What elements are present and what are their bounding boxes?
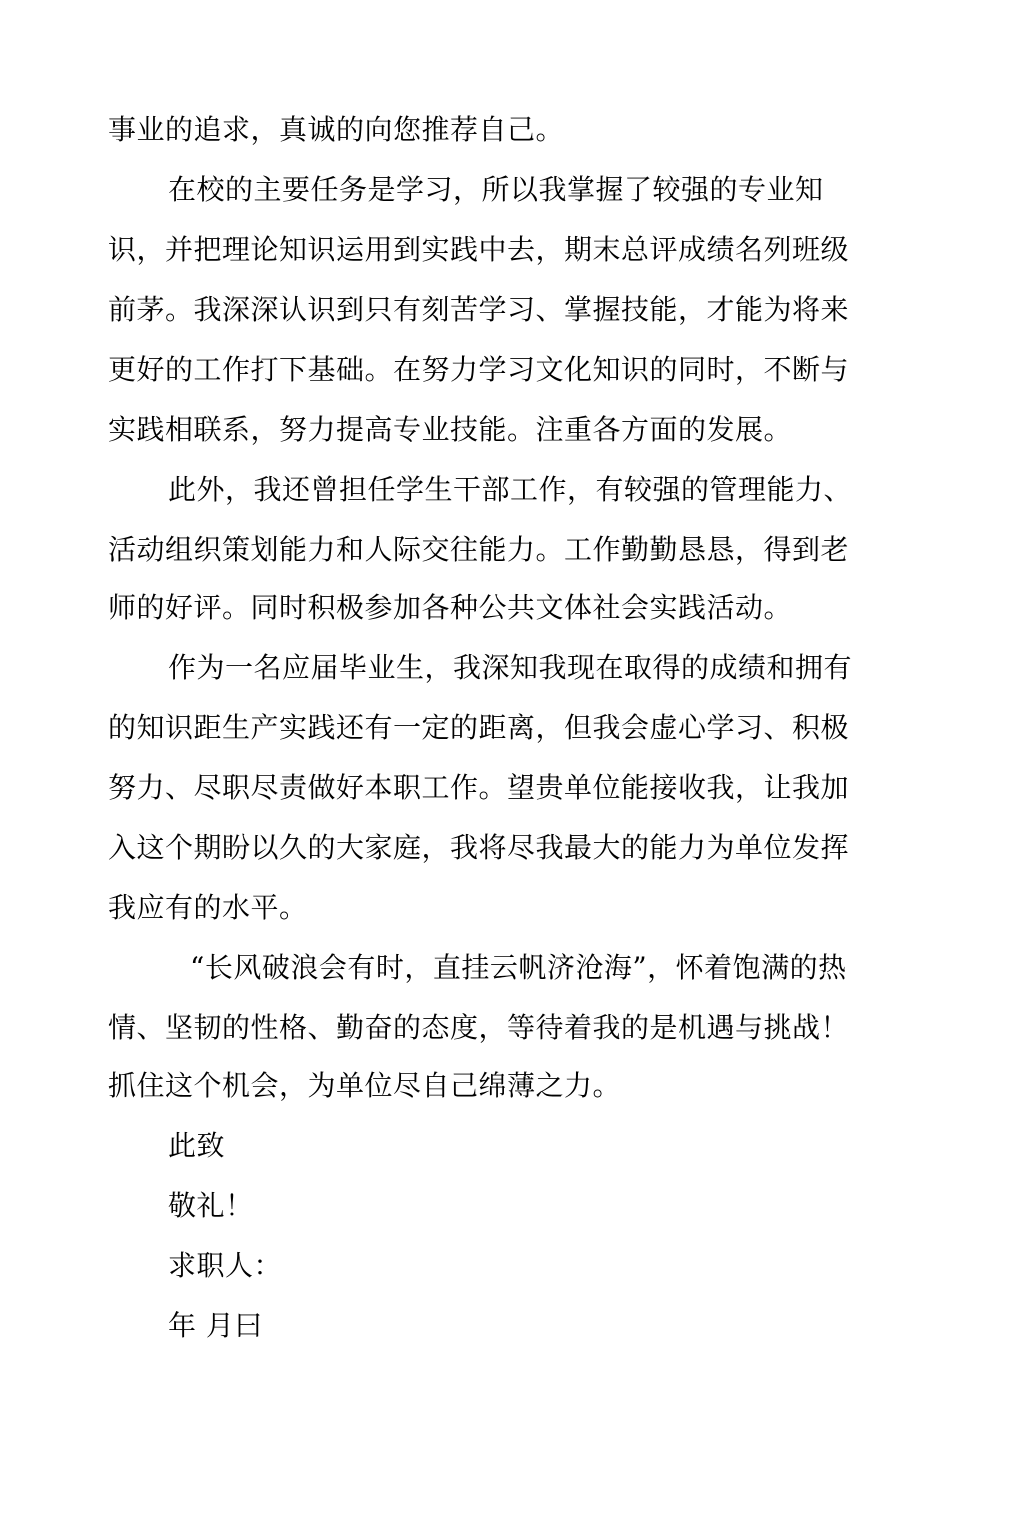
text-line: 抓住这个机会，为单位尽自己绵薄之力。 [108,1069,622,1102]
text-line: 在校的主要任务是学习，所以我掌握了较强的专业知 [168,173,824,206]
closing-line: 此致 [168,1129,226,1162]
text-line: 事业的追求，真诚的向您推荐自己。 [108,113,565,146]
text-line: “长风破浪会有时，直挂云帆济沧海”，怀着饱满的热 [190,951,847,984]
text-line: 识，并把理论知识运用到实践中去，期末总评成绩名列班级 [108,233,850,266]
text-line: 活动组织策划能力和人际交往能力。工作勤勤恳恳，得到老 [108,533,850,566]
text-line: 实践相联系，努力提高专业技能。注重各方面的发展。 [108,413,793,446]
text-line: 情、坚韧的性格、勤奋的态度，等待着我的是机遇与挑战！ [108,1011,850,1044]
text-line: 前茅。我深深认识到只有刻苦学习、掌握技能，才能为将来 [108,293,850,326]
text-line: 入这个期盼以久的大家庭，我将尽我最大的能力为单位发挥 [108,831,850,864]
text-line: 此外，我还曾担任学生干部工作，有较强的管理能力、 [168,473,853,506]
closing-line: 敬礼！ [168,1189,254,1222]
text-line: 的知识距生产实践还有一定的距离，但我会虚心学习、积极 [108,711,850,744]
text-line: 作为一名应届毕业生，我深知我现在取得的成绩和拥有 [168,651,853,684]
text-line: 努力、尽职尽责做好本职工作。望贵单位能接收我，让我加 [108,771,850,804]
date-line: 年 月曰 [168,1309,263,1342]
text-line: 我应有的水平。 [108,891,308,924]
text-line: 更好的工作打下基础。在努力学习文化知识的同时，不断与 [108,353,850,386]
signature-line: 求职人： [168,1249,283,1282]
text-line: 师的好评。同时积极参加各种公共文体社会实践活动。 [108,591,793,624]
